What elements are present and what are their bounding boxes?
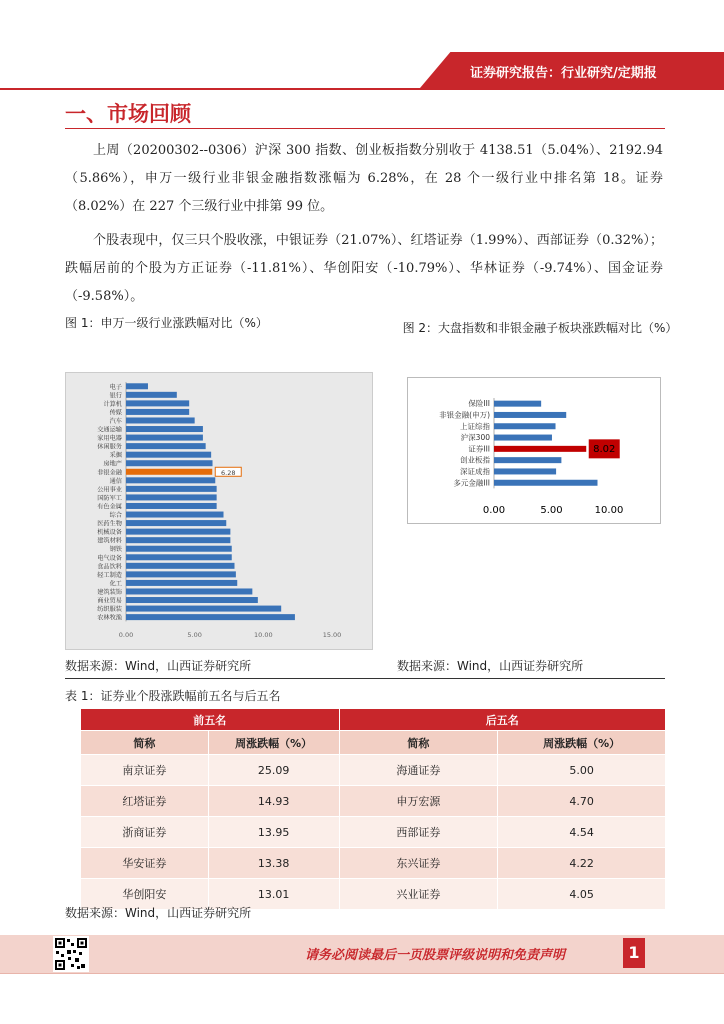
table-header-name: 简称 — [81, 731, 209, 755]
report-header-title: 证券研究报告：行业研究/定期报 — [470, 66, 657, 81]
category-label: 机械设备 — [97, 529, 122, 537]
broker-top-bottom-table — [80, 708, 666, 910]
bar — [126, 392, 177, 398]
bar — [126, 520, 226, 526]
figure2-chart-container — [407, 377, 661, 524]
bar — [126, 546, 232, 552]
category-label: 医药生物 — [97, 520, 122, 528]
table-cell: 13.01 — [208, 879, 339, 910]
qr-code-icon — [53, 936, 89, 972]
category-label: 多元金融III — [453, 478, 490, 488]
category-label: 纺织服装 — [97, 606, 122, 614]
table-cell: 海通证券 — [339, 755, 498, 786]
data-label: 6.28 — [221, 468, 236, 477]
category-label: 商业贸易 — [97, 597, 122, 605]
category-label: 农林牧渔 — [97, 614, 122, 622]
category-label: 银行 — [109, 392, 122, 400]
table-cell: 13.95 — [208, 817, 339, 848]
category-label: 交通运输 — [97, 426, 122, 434]
header-rule — [0, 88, 724, 90]
bar — [126, 537, 230, 543]
bar — [126, 494, 217, 500]
table-group-top5: 前五名 — [81, 709, 340, 731]
category-label: 食品饮料 — [97, 563, 122, 571]
section-title: 一、市场回顾 — [65, 102, 191, 126]
table-cell: 5.00 — [498, 755, 666, 786]
x-tick-label: 0.00 — [482, 505, 506, 516]
table-source: 数据来源：Wind，山西证券研究所 — [65, 906, 252, 920]
bar — [494, 401, 541, 407]
table-cell: 14.93 — [208, 786, 339, 817]
table-header-change: 周涨跌幅（%） — [498, 731, 666, 755]
bar — [126, 588, 252, 594]
table-cell: 4.22 — [498, 848, 666, 879]
category-label: 综合 — [109, 512, 122, 520]
bar — [126, 554, 232, 560]
figure1-source: 数据来源：Wind，山西证券研究所 — [65, 659, 252, 673]
bar — [126, 435, 203, 441]
bar — [126, 400, 189, 406]
bar — [126, 460, 213, 466]
table-cell: 4.05 — [498, 879, 666, 910]
x-tick-label: 5.00 — [187, 631, 202, 639]
category-label: 电子 — [109, 383, 122, 391]
category-label: 非银金融(申万) — [439, 410, 490, 420]
page-number: 1 — [623, 938, 645, 968]
section-rule — [65, 128, 665, 129]
table-cell: 浙商证券 — [81, 817, 209, 848]
table-cell: 西部证券 — [339, 817, 498, 848]
category-label: 休闲服务 — [97, 443, 122, 451]
table-cell: 红塔证券 — [81, 786, 209, 817]
category-label: 证券III — [468, 444, 490, 454]
table-header-name: 简称 — [339, 731, 498, 755]
bar — [126, 383, 148, 389]
figure1-chart-container — [65, 372, 373, 650]
bar — [126, 580, 237, 586]
table-cell: 4.54 — [498, 817, 666, 848]
category-label: 家用电器 — [97, 435, 122, 443]
table-cell: 南京证券 — [81, 755, 209, 786]
table-cell: 申万宏源 — [339, 786, 498, 817]
category-label: 创业板指 — [460, 455, 490, 465]
bar — [126, 452, 211, 458]
category-label: 钢铁 — [109, 546, 122, 554]
table-row — [81, 817, 666, 848]
category-label: 房地产 — [103, 460, 122, 468]
bar — [126, 503, 217, 509]
bar — [494, 457, 561, 463]
bar — [494, 480, 598, 486]
bar — [126, 529, 230, 535]
category-label: 轻工制造 — [97, 571, 122, 579]
category-label: 非银金融 — [97, 469, 122, 477]
category-label: 电气设备 — [97, 554, 122, 562]
table-cell: 4.70 — [498, 786, 666, 817]
table-cell: 25.09 — [208, 755, 339, 786]
table-group-bottom5: 后五名 — [339, 709, 665, 731]
footer-disclaimer: 请务必阅读最后一页股票评级说明和免责声明 — [305, 948, 566, 963]
market-review-paragraph-2: 个股表现中，仅三只个股收涨，中银证券（21.07%）、红塔证券（1.99%）、西部证券（0.32%）；跌幅居前的个股为方正证券（-11.81%）、华创阳安（-10.79%）、华林证券（-9.74%）、国金证券（-9.58%）。 — [65, 233, 663, 304]
category-label: 公用事业 — [97, 486, 122, 494]
bar — [494, 468, 556, 474]
table-cell: 华安证券 — [81, 848, 209, 879]
x-tick-label: 10.00 — [594, 505, 624, 516]
bar — [126, 512, 224, 518]
figure1-caption: 图 1：申万一级行业涨跌幅对比（%） — [65, 316, 268, 330]
bar — [494, 412, 566, 418]
x-tick-label: 0.00 — [118, 631, 134, 639]
table-row — [81, 848, 666, 879]
footer-rule — [0, 973, 724, 974]
category-label: 化工 — [109, 580, 122, 588]
table-header-change: 周涨跌幅（%） — [208, 731, 339, 755]
category-label: 建筑装饰 — [97, 588, 122, 596]
category-label: 沪深300 — [460, 433, 490, 443]
figure2-caption: 图 2：大盘指数和非银金融子板块涨跌幅对比（%） — [402, 321, 678, 335]
category-label: 通信 — [109, 477, 122, 485]
table-caption: 表 1：证券业个股涨跌幅前五名与后五名 — [65, 689, 281, 703]
bar — [126, 606, 281, 612]
bar — [126, 563, 234, 569]
category-label: 深证成指 — [460, 466, 490, 476]
industry-returns-chart — [66, 373, 372, 649]
x-tick-label: 15.00 — [322, 631, 342, 639]
bar — [126, 469, 212, 475]
bar — [494, 423, 556, 429]
index-subsector-returns-chart — [408, 378, 660, 523]
x-tick-label: 10.00 — [254, 631, 273, 639]
market-review-paragraph-1: 上周（20200302--0306）沪深 300 指数、创业板指数分别收于 4138.51（5.04%）、2192.94（5.86%），申万一级行业非银金融指数涨幅为 6.28%，在 28 个一级行业中排名第 18。证券（8.02%）在 227 个三级行业中排第 99 位。 — [65, 143, 663, 214]
bar — [126, 426, 203, 432]
bar — [126, 443, 206, 449]
category-label: 计算机 — [103, 400, 122, 408]
bar — [126, 477, 215, 483]
data-label: 8.02 — [593, 443, 616, 455]
source-rule — [65, 678, 665, 679]
bar — [494, 435, 552, 441]
category-label: 保险III — [468, 399, 490, 409]
bar — [126, 417, 195, 423]
bar — [126, 409, 189, 415]
bar — [126, 614, 295, 620]
table-row — [81, 755, 666, 786]
bar — [126, 486, 217, 492]
table-cell: 东兴证券 — [339, 848, 498, 879]
category-label: 采掘 — [109, 452, 122, 460]
bar — [126, 597, 258, 603]
category-label: 国防军工 — [97, 494, 122, 502]
bar — [126, 571, 236, 577]
bar — [494, 446, 586, 452]
table-cell: 兴业证券 — [339, 879, 498, 910]
category-label: 上证综指 — [460, 421, 490, 431]
table-cell: 华创阳安 — [81, 879, 209, 910]
category-label: 有色金属 — [97, 503, 122, 511]
x-tick-label: 5.00 — [540, 505, 563, 516]
category-label: 建筑材料 — [97, 537, 122, 545]
category-label: 传媒 — [109, 409, 122, 417]
figure2-source: 数据来源：Wind，山西证券研究所 — [397, 659, 584, 673]
table-row — [81, 786, 666, 817]
category-label: 汽车 — [109, 417, 122, 425]
table-cell: 13.38 — [208, 848, 339, 879]
